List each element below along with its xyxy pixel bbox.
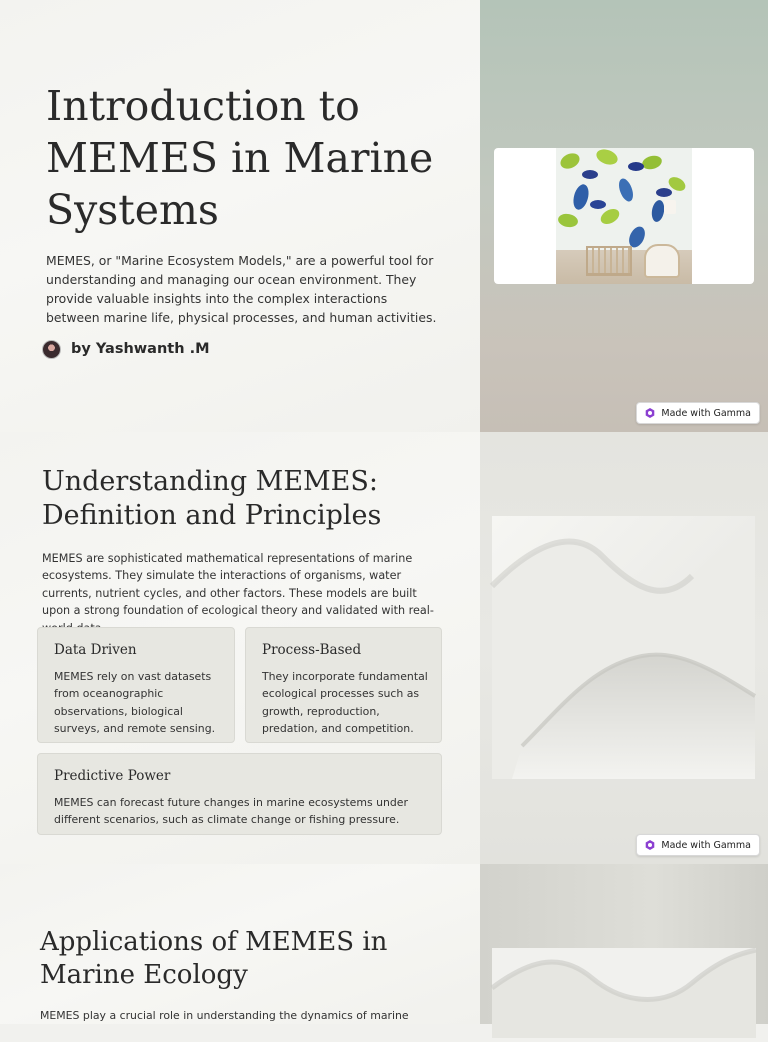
principle-card-predictive-power	[37, 753, 442, 835]
card-text: MEMES can forecast future changes in marine ecosystems under different scenarios, such as climate change or fishing pressure.	[54, 796, 408, 827]
abstract-wave-image	[492, 516, 755, 779]
gamma-logo-icon	[645, 840, 655, 850]
abstract-wave-shape	[492, 516, 755, 779]
wallpaper-scene	[556, 148, 692, 284]
slide-image-panel	[480, 0, 768, 432]
principle-card-process-based	[245, 627, 442, 743]
slide-text-panel	[0, 432, 480, 864]
made-with-gamma-button[interactable]	[636, 402, 760, 424]
card-title: Data Driven	[54, 642, 137, 658]
intro-paragraph: MEMES, or "Marine Ecosystem Models," are a powerful tool for understanding and managing our ocean environment. They provide valuable insights into the complex interactions between marine life, physical processes, and human activities.	[46, 253, 437, 325]
slide-applications	[0, 864, 768, 1024]
page-title: Introduction to MEMES in Marine Systems	[46, 82, 434, 234]
definition-paragraph: MEMES are sophisticated mathematical representations of marine ecosystems. They simulate the interactions of organisms, water currents, nutrient cycles, and other factors. These models are built upon a strong foundation of ecological theory and validated with real-	[42, 552, 434, 618]
badge-label: Made with Gamma	[661, 407, 751, 419]
slide-text-panel	[0, 0, 480, 432]
card-text: They incorporate fundamental ecological processes such as growth, reproduction, predation, and competition.	[262, 670, 428, 736]
made-with-gamma-button[interactable]	[636, 834, 760, 856]
author-name: by Yashwanth .M	[71, 341, 210, 357]
badge-label: Made with Gamma	[661, 839, 751, 851]
section-title: Understanding MEMES: Definition and Principles	[42, 466, 382, 531]
card-text: MEMES rely on vast datasets from oceanographic observations, biological surveys, and remote sensing.	[54, 670, 216, 736]
applications-paragraph: MEMES play a crucial role in understanding the dynamics of marine	[40, 1009, 409, 1022]
slide-image-panel	[480, 864, 768, 1024]
author-byline	[42, 338, 210, 360]
slide-image-panel	[480, 432, 768, 864]
slide-definition-principles	[0, 432, 768, 864]
principle-card-data-driven	[37, 627, 235, 743]
slide-text-panel	[0, 864, 480, 1024]
avatar	[42, 340, 61, 359]
card-title: Process-Based	[262, 642, 362, 658]
card-title: Predictive Power	[54, 768, 171, 784]
slide-introduction	[0, 0, 768, 432]
abstract-wave-shape	[492, 948, 756, 1038]
nursery-wallpaper-image	[494, 148, 754, 284]
gamma-logo-icon	[645, 408, 655, 418]
section-title: Applications of MEMES in Marine Ecology	[40, 927, 388, 990]
abstract-wave-image	[492, 948, 756, 1038]
